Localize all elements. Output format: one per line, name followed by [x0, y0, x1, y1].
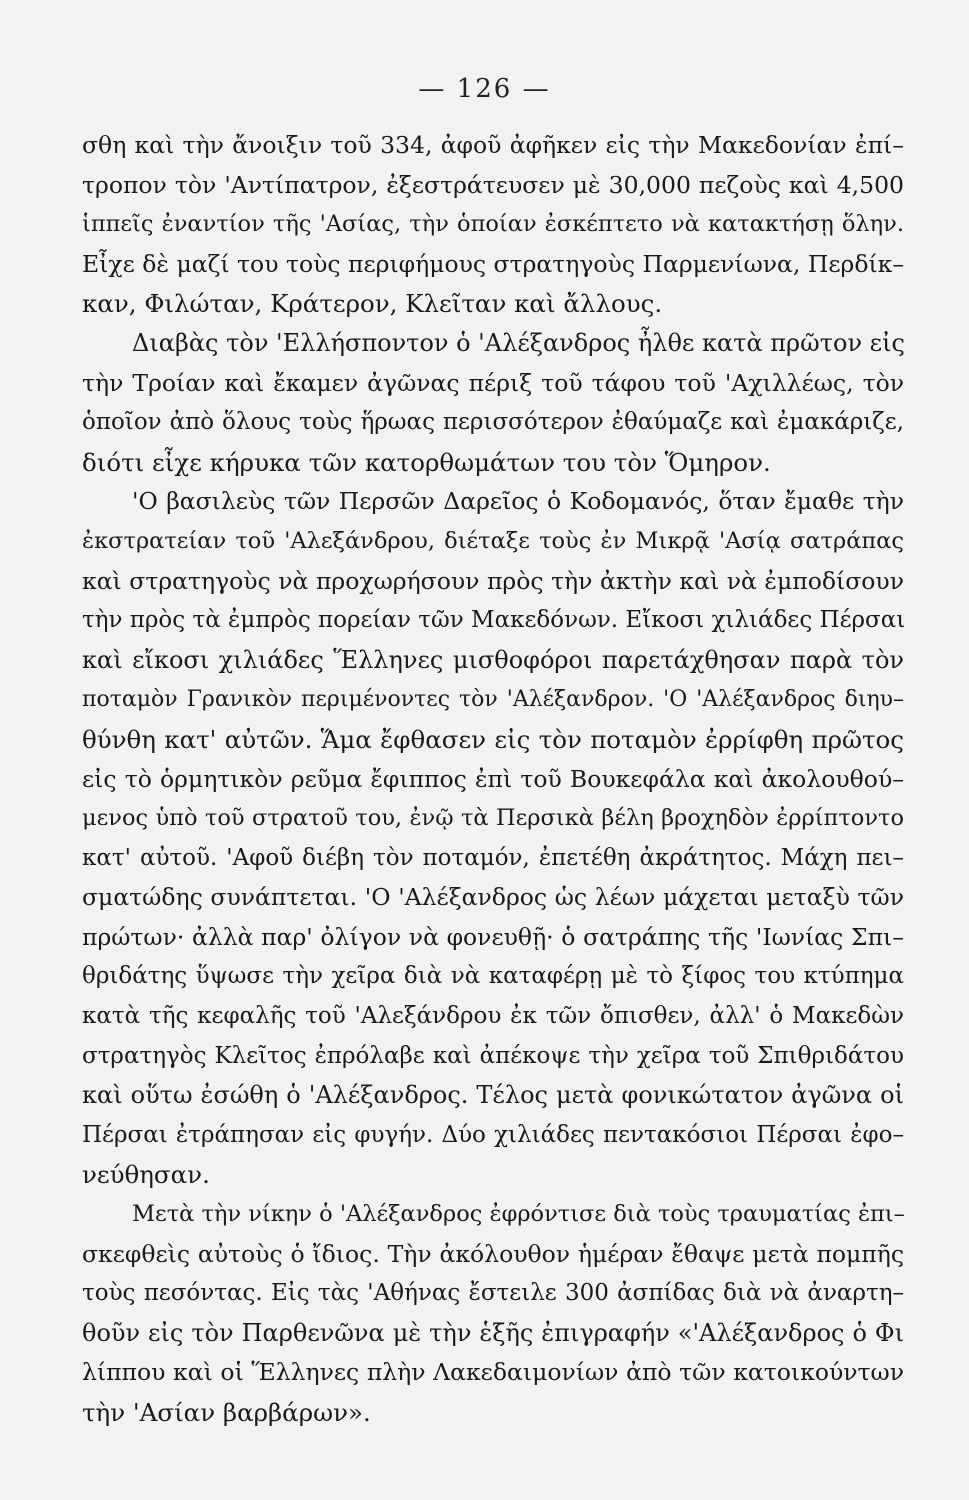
text-line: θύνθη κατ' αὐτῶν. Ἅμα ἔφθασεν εἰς τὸν ποταμὸν ἐρρίφθη πρῶτος — [82, 724, 904, 754]
text-line: νεύθησαν. — [82, 1160, 210, 1190]
text-line: εἰς τὸ ὁρμητικὸν ρεῦμα ἔφιππος ἐπὶ τοῦ Βουκεφάλα καὶ ἀκολουθού– — [82, 764, 904, 793]
text-line: ὁποῖον ἀπὸ ὅλους τοὺς ἥρωας περισσότερον ἐθαύμαζε καὶ ἐμακάριζε, — [82, 409, 904, 436]
body-text — [82, 126, 904, 1433]
text-line: θριδάτης ὕψωσε τὴν χεῖρα διὰ νὰ καταφέρῃ μὲ τὸ ξίφος του κτύπημα — [82, 963, 904, 990]
text-line: τροπον τὸν 'Αντίπατρον, ἐξεστράτευσεν μὲ 30,000 πεζοὺς καὶ 4,500 — [82, 170, 904, 199]
text-line: πρώτων· ἀλλὰ παρ' ὀλίγον νὰ φονευθῇ· ὁ σατράπης τῆς 'Ιωνίας Σπι– — [82, 922, 904, 951]
text-line: σκεφθεὶς αὐτοὺς ὁ ἴδιος. Τὴν ἀκόλουθον ἡμέραν ἔθαψε μετὰ πομπῆς — [82, 1239, 904, 1268]
text-line: ἱππεῖς ἐναντίον τῆς 'Ασίας, τὴν ὁποίαν ἐσκέπτετο νὰ κατακτήσῃ ὅλην. — [82, 211, 904, 238]
text-line: Πέρσαι ἐτράπησαν εἰς φυγήν. Δύο χιλιάδες πεντακόσιοι Πέρσαι ἐφο– — [82, 1121, 904, 1148]
text-line: τὴν 'Ασίαν βαρβάρων». — [82, 1398, 371, 1427]
text-line: μενος ὑπὸ τοῦ στρατοῦ του, ἐνῷ τὰ Περσικὰ βέλη βροχηδὸν ἐρρίπτοντο — [82, 805, 904, 832]
text-line: κατὰ τῆς κεφαλῆς τοῦ 'Αλεξάνδρου ἐκ τῶν ὄπισθεν, ἀλλ' ὁ Μακεδὼν — [82, 1003, 904, 1030]
text-line: διότι εἶχε κήρυκα τῶν κατορθωμάτων του τὸν Ὅμηρον. — [82, 447, 771, 477]
text-line: Εἶχε δὲ μαζί του τοὺς περιφήμους στρατηγοὺς Παρμενίωνα, Περδίκ– — [82, 249, 905, 278]
text-line: 'Ο βασιλεὺς τῶν Περσῶν Δαρεῖος ὁ Κοδομανός, ὅταν ἔμαθε τὴν — [132, 487, 904, 516]
text-line: λίππου καὶ οἱ Ἕλληνες πλὴν Λακεδαιμονίων ἀπὸ τῶν κατοικούντων — [82, 1358, 904, 1387]
text-line: καὶ εἴκοσι χιλιάδες Ἕλληνες μισθοφόροι παρετάχθησαν παρὰ τὸν — [82, 645, 904, 674]
text-line: κατ' αὐτοῦ. 'Αφοῦ διέβη τὸν ποταμόν, ἐπετέθη ἀκράτητος. Μάχη πει– — [82, 844, 904, 871]
text-line: σματώδης συνάπτεται. 'Ο 'Αλέξανδρος ὡς λέων μάχεται μεταξὺ τῶν — [82, 883, 904, 912]
text-line: καὶ στρατηγοὺς νὰ προχωρήσουν πρὸς τὴν ἀκτὴν καὶ νὰ ἐμποδίσουν — [82, 566, 904, 595]
page-number: — 126 — — [418, 74, 551, 104]
text-line: καν, Φιλώταν, Κράτερον, Κλεῖταν καὶ ἄλλους. — [82, 289, 663, 319]
text-line: θοῦν εἰς τὸν Παρθενῶνα μὲ τὴν ἑξῆς ἐπιγραφήν «'Αλέξανδρος ὁ Φι — [82, 1318, 904, 1347]
text-line: ἐκστρατείαν τοῦ 'Αλεξάνδρου, διέταξε τοὺς ἐν Μικρᾷ 'Ασίᾳ σατράπας — [82, 527, 904, 554]
text-line: τὴν Τροίαν καὶ ἔκαμεν ἀγῶνας πέριξ τοῦ τάφου τοῦ 'Αχιλλέως, τὸν — [82, 368, 904, 397]
text-line: τὴν πρὸς τὰ ἐμπρὸς πορείαν τῶν Μακεδόνων. Εἴκοσι χιλιάδες Πέρσαι — [82, 607, 906, 634]
text-line: καὶ οὕτω ἐσώθη ὁ 'Αλέξανδρος. Τέλος μετὰ φονικώτατον ἀγῶνα οἱ — [82, 1081, 904, 1110]
text-line: Μετὰ τὴν νίκην ὁ 'Αλέξανδρος ἐφρόντισε διὰ τοὺς τραυματίας ἐπι– — [132, 1201, 905, 1228]
text-line: τοὺς πεσόντας. Εἰς τὰς 'Αθήνας ἔστειλε 300 ἀσπίδας διὰ νὰ ἀναρτη– — [82, 1280, 904, 1307]
text-line: Διαβὰς τὸν 'Ελλήσποντον ὁ 'Αλέξανδρος ἦλθε κατὰ πρῶτον εἰς — [132, 328, 905, 357]
text-line: στρατηγὸς Κλεῖτος ἐπρόλαβε καὶ ἀπέκοψε τὴν χεῖρα τοῦ Σπιθριδάτου — [82, 1042, 904, 1069]
text-line: ποταμὸν Γρανικὸν περιμένοντες τὸν 'Αλέξανδρον. 'Ο 'Αλέξανδρος διηυ– — [82, 687, 904, 713]
text-line: σθη καὶ τὴν ἄνοιξιν τοῦ 334, ἀφοῦ ἀφῆκεν εἰς τὴν Μακεδονίαν ἐπί– — [82, 131, 904, 159]
